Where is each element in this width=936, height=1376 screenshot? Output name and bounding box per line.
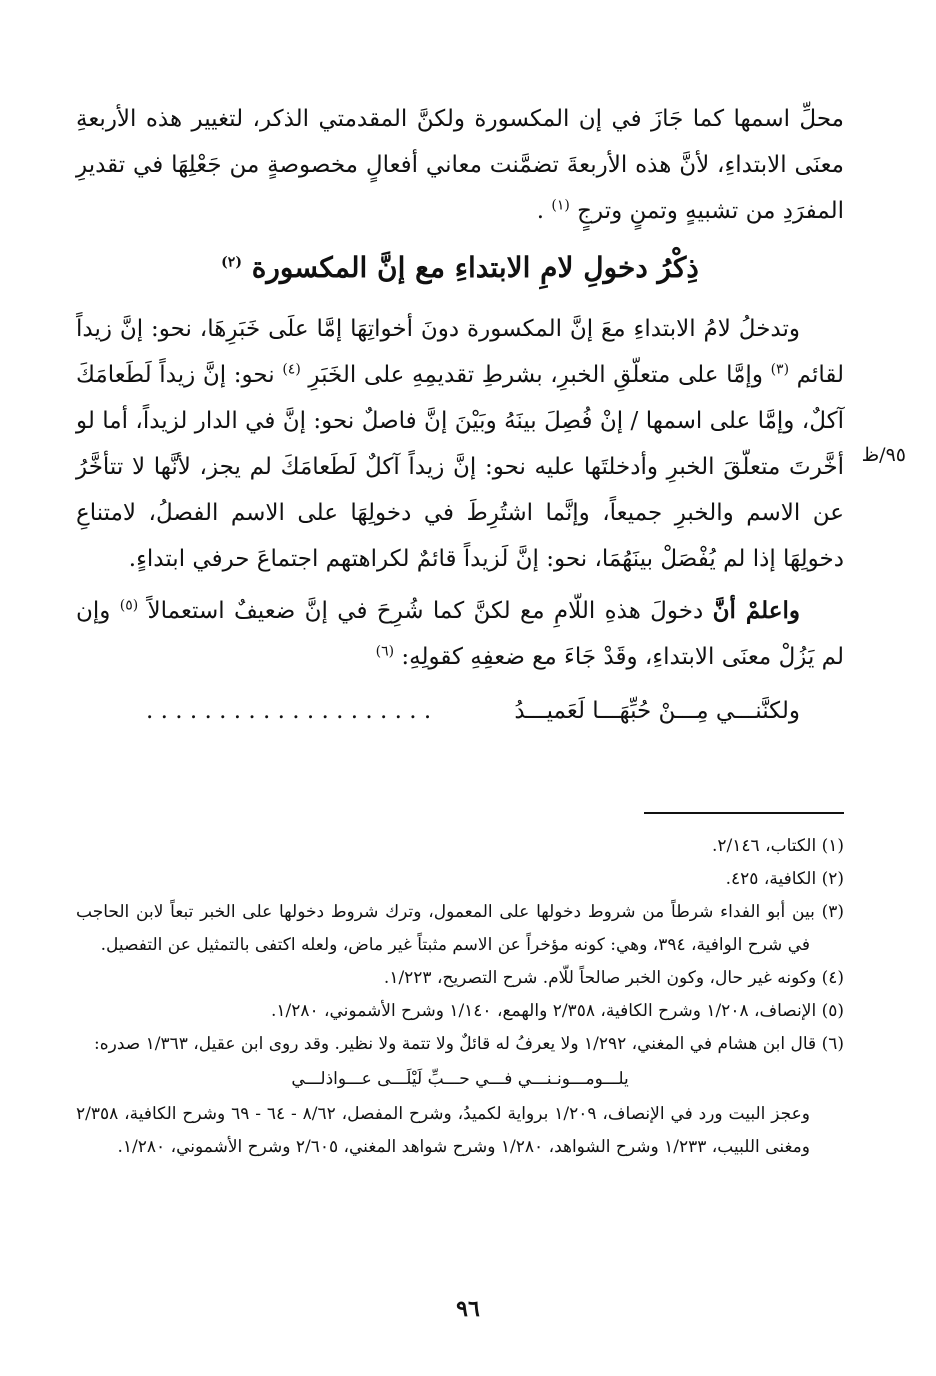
section-heading bbox=[76, 240, 844, 296]
footnote-ref-3: (٣) bbox=[770, 361, 790, 378]
section-heading-text: ذِكْرُ دخولِ لامِ الابتداءِ مع إنَّ المكسورة bbox=[251, 251, 699, 284]
paragraph-2-text-b: وإمَّا على متعلّقِ الخبرِ، بشرطِ تقديمِهِ على الخَبَرِ bbox=[308, 362, 763, 388]
paragraph-2-text-a: وتدخلُ لامُ الابتداءِ معَ إنَّ المكسورة دونَ أخواتِهَا إمَّا علَى خَبَرِهَا، نحو: إنَّ زيداً لقائم bbox=[76, 316, 845, 388]
footnote-6-continuation: وعجز البيت ورد في الإنصاف، ١/٢٠٩ برواية لكميدُ، وشرح المفصل، ٨/٦٢ - ٦٤ - ٦٩ وشرح الكافية، ٢/٣٥٨ ومغنى اللبيب، ١/٢٣٣ وشرح الشواهد، ١/٢٨٠ وشرح شواهد المغني، ٢/٦٠٥ وشرح الأشموني، ١/٢٨٠. bbox=[76, 1104, 810, 1157]
footnote-2: (٢) الكافية، ٤٢٥. bbox=[725, 869, 844, 889]
footnote-6: (٦) قال ابن هشام في المغني، ١/٢٩٢ ولا يعرفُ له قائلٌ ولا تتمة ولا نظير. وقد روى ابن عقيل، ١/٣٦٣ صدره: bbox=[93, 1034, 844, 1054]
verse-hemistich-right: ولكنَّنـــي مِـــنْ حُبِّهَـــا لَعَميـــدُ bbox=[514, 698, 800, 724]
footnote-ref-2: (٢) bbox=[221, 254, 242, 271]
paragraph-1-text: محلِّ اسمها كما جَازَ في إن المكسورة ولكنَّ المقدمتي الذكر، لتغيير هذه الأربعةِ معنَى الابتداءِ، لأنَّ هذه الأربعةَ تضمَّنت معاني أفعالٍ مخصوصةٍ من جَعْلِهَا في تقديرِ المفرَدِ من تشبيهٍ وتمنٍ وترجٍ bbox=[76, 106, 844, 224]
footnote-ref-6: (٦) bbox=[375, 643, 395, 660]
paragraph-1 bbox=[76, 96, 844, 234]
paragraph-1-end: . bbox=[536, 198, 545, 224]
paragraph-2-text-c: نحو: إنَّ زيداً لَطَعامَكَ آكلٌ، وإمَّا على اسمها / إنْ فُصِلَ بينَهُ وبَيْنَ إنَّ فاصلٌ نحو: إنَّ في الدار لزيداً، أما لو أخَّرتَ متعلّقَ الخبرِ وأدخلتَها عليه نحو: إنَّ زيداً آكلٌ لَطَعامَكَ لم يجز، لأنَّها لا تتأخَّرُ عن الاسم والخبرِ جميعاً، وإنَّما اشتُرِطَ في دخولِهَا على الاسم الفصلُ، لامتناعِ دخولِهَا إذا لم يُفْصَلْ بينَهُمَا، نحو: إنَّ لَزيداً قائمٌ لكراهتهم اجتماعَ حرفي ابتداءٍ. bbox=[76, 362, 844, 572]
verse-ellipsis: . . . . . . . . . . . . . . . . . . . . bbox=[146, 698, 432, 724]
footnote-ref-5: (٥) bbox=[119, 597, 139, 614]
footnote-6-verse: يلـــومـــونـنـــي فـــي حـــبِّ لَيْلَـــى عـــواذلـــي bbox=[291, 1069, 629, 1089]
footnote-4: (٤) وكونه غير حال، وكون الخبر صالحاً للّام. شرح التصريح، ١/٢٢٣. bbox=[383, 968, 844, 988]
paragraph-2 bbox=[76, 306, 844, 582]
footnote-ref-1: (١) bbox=[551, 197, 570, 214]
footnote-1: (١) الكتاب، ٢/١٤٦. bbox=[712, 836, 844, 856]
paragraph-3-text-a: دخولَ هذهِ اللّامِ مع لكنَّ كما شُرِحَ في إنَّ ضعيفٌ استعمالاً bbox=[147, 598, 704, 624]
footnote-3: (٣) بين أبو الفداء شرطاً من شروط دخولها على المعمول، وترك شروط دخولها على الخبر تبعاً لابن الحاجب في شرح الوافية، ٣٩٤، وهي: كونه مؤخراً عن الاسم مثبتاً غير ماض، ولعله اكتفى بالتمثيل عن التفصيل. bbox=[76, 902, 844, 955]
footnotes-section bbox=[76, 830, 844, 1164]
paragraph-3 bbox=[76, 588, 844, 680]
manuscript-folio-marker: ٩٥/ظ bbox=[861, 444, 906, 466]
footnote-ref-4: (٤) bbox=[282, 361, 301, 378]
paragraph-3-lead: واعلمْ أنَّ bbox=[712, 597, 801, 624]
page-number: ٩٦ bbox=[456, 1296, 480, 1322]
footnote-5: (٥) الإنصاف، ١/٢٠٨ وشرح الكافية، ٢/٣٥٨ والهمع، ١/١٤٠ وشرح الأشموني، ١/٢٨٠. bbox=[270, 1001, 844, 1021]
poetry-verse bbox=[76, 688, 844, 734]
paragraph-3-text-b: وإن لم يَزُلْ معنَى الابتداءِ، وقَدْ جَاءَ مع ضعفِهِ كقولِهِ: bbox=[76, 598, 844, 670]
footnote-divider bbox=[644, 812, 844, 814]
main-text bbox=[76, 96, 844, 734]
